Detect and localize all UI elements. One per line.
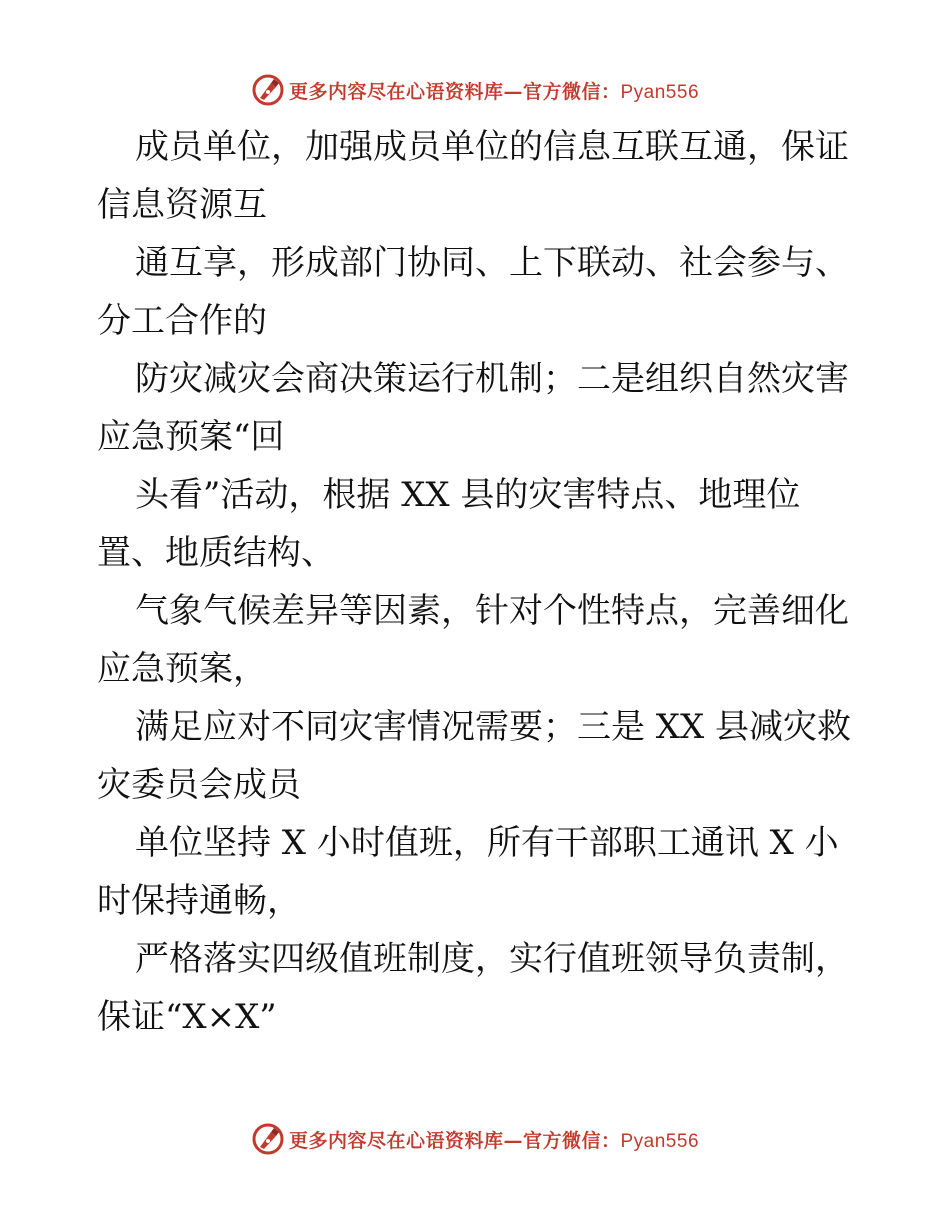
text-line: 通互享，形成部门协同、上下联动、社会参与、: [135, 243, 849, 283]
text-line: 成员单位，加强成员单位的信息互联互通，保证: [135, 127, 849, 167]
text-line: 保证“X×X”: [97, 997, 277, 1037]
footer-watermark-banner: [0, 1119, 950, 1159]
text-line: 时保持通畅，: [97, 881, 301, 921]
header-banner-text: [289, 77, 699, 104]
text-line: 信息资源互: [97, 185, 267, 225]
footer-banner-text: [289, 1126, 699, 1153]
text-line: 防灾减灾会商决策运行机制；二是组织自然灾害: [135, 359, 849, 399]
text-line: 灾委员会成员: [97, 765, 301, 805]
text-line: 头看”活动，根据 XX 县的灾害特点、地理位: [135, 475, 801, 515]
footer-banner-id: Pyan556: [620, 1130, 700, 1152]
text-line: 应急预案，: [97, 649, 267, 689]
header-banner-main: 更多内容尽在心语资料库—官方微信：: [288, 80, 621, 103]
text-line: 分工合作的: [97, 301, 267, 341]
text-line: 置、地质结构、: [97, 533, 335, 573]
text-line: 满足应对不同灾害情况需要；三是 XX 县减灾救: [135, 707, 852, 747]
header-banner-id: Pyan556: [620, 81, 700, 103]
text-line: 单位坚持 X 小时值班，所有干部职工通讯 X 小: [135, 823, 839, 863]
document-body: [97, 118, 877, 1046]
pen-nib-logo-icon: [251, 1122, 285, 1156]
text-line: 气象气候差异等因素，针对个性特点，完善细化: [135, 591, 849, 631]
text-line: 严格落实四级值班制度，实行值班领导负责制，: [135, 939, 849, 979]
footer-banner-main: 更多内容尽在心语资料库—官方微信：: [288, 1129, 621, 1152]
header-watermark-banner: [0, 70, 950, 110]
text-line: 应急预案“回: [97, 417, 285, 457]
pen-nib-logo-icon: [251, 73, 285, 107]
